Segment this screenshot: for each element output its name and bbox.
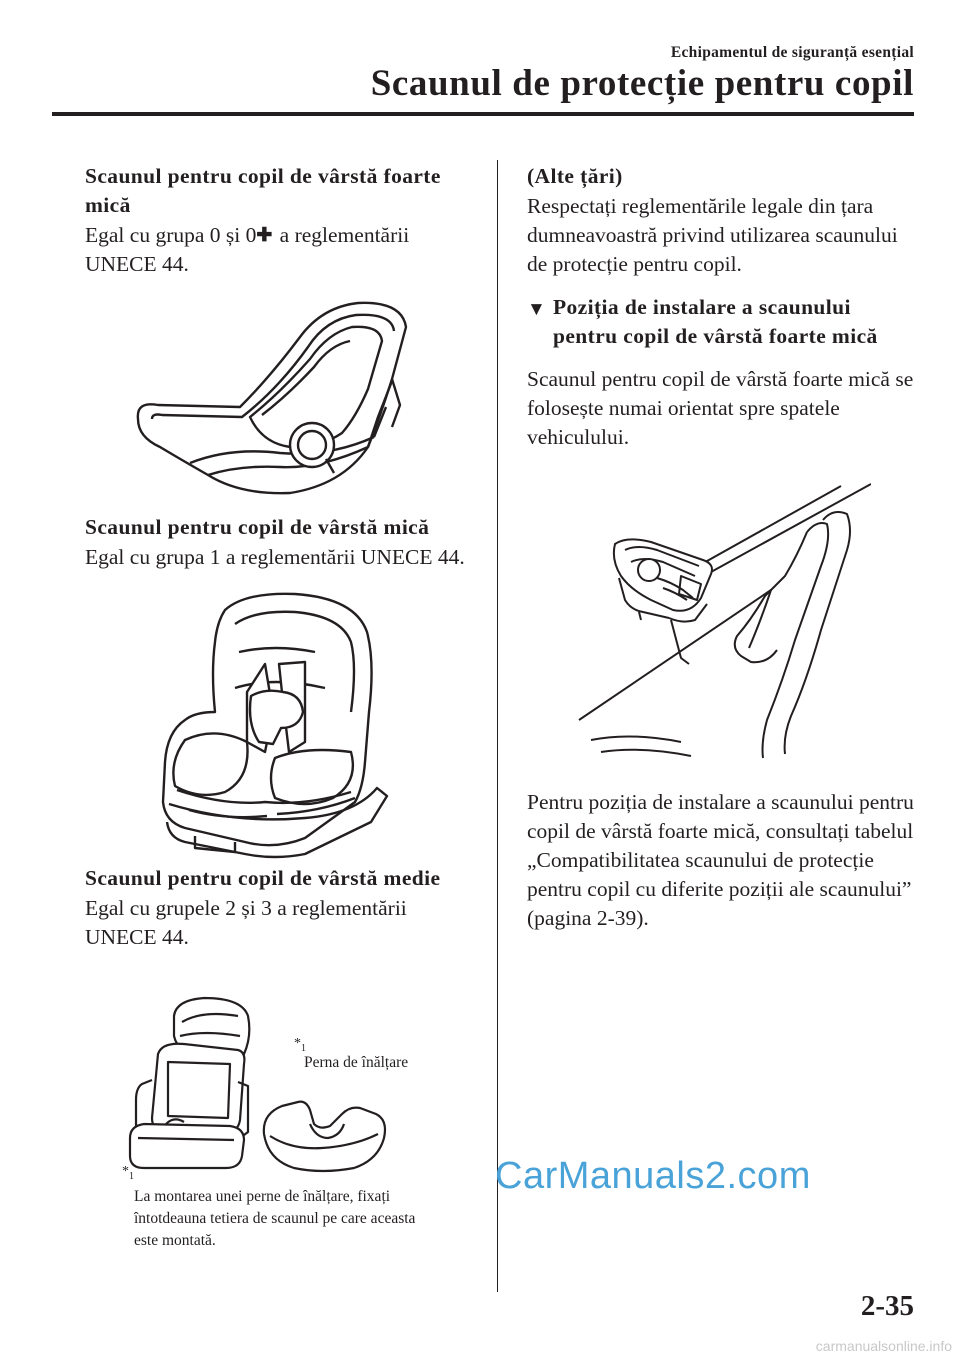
page-title: Scaunul de protecție pentru copil	[370, 63, 914, 104]
right-column	[527, 162, 917, 933]
infant-body-part2: a reglementării UNECE 44.	[85, 223, 410, 276]
other-countries-heading: (Alte țări)	[527, 164, 623, 188]
booster-cushion-illustration	[258, 1084, 388, 1174]
header-rule	[52, 112, 914, 116]
child-seat-heading: Scaunul pentru copil de vârstă mică	[85, 515, 430, 539]
child-seat-illustration	[155, 592, 395, 860]
infant-seat-description	[85, 221, 465, 279]
compatibility-reference-text: Pentru poziția de instalare a scaunului pentru copil de vârstă foarte mică, consultați tabelul „Compatibilitatea scaunului de protecție pentru copil cu diferite poziții ale scaunului” (pagina 2-39).	[527, 790, 914, 930]
plus-icon: ✚	[256, 225, 273, 246]
child-seat-description: Egal cu grupa 1 a reglementării UNECE 44.	[85, 545, 465, 569]
rear-facing-installation-illustration	[571, 480, 871, 770]
booster-cushion-label: Perna de înălțare	[304, 1054, 409, 1071]
junior-seat-description: Egal cu grupele 2 și 3 a reglementării UNECE 44.	[85, 896, 407, 949]
header-section-label: Echipamentul de siguranță esențial	[670, 44, 914, 61]
installation-position-heading	[527, 293, 917, 351]
other-countries-text: Respectați reglementările legale din țara dumneavoastră privind utilizarea scaunului de protecție pentru copil.	[527, 194, 898, 276]
junior-seat-heading: Scaunul pentru copil de vârstă medie	[85, 866, 441, 890]
junior-seat-illustration	[122, 992, 252, 1172]
footer-site-label: carmanualsonline.info	[815, 1338, 952, 1354]
booster-footnote-text: La montarea unei perne de înălțare, fixați întotdeauna tetiera de scaunul pe care aceasta este montată.	[134, 1188, 416, 1249]
triangle-down-icon: ▼	[527, 299, 546, 320]
infant-seat-heading: Scaunul pentru copil de vârstă foarte mică	[85, 164, 441, 217]
installation-position-title: Poziția de instalare a scaunului pentru copil de vârstă foarte mică	[553, 295, 878, 348]
infant-body-part1: Egal cu grupa 0 și 0	[85, 223, 257, 247]
footnote-marker: $*_1$	[122, 1164, 134, 1182]
infant-seat-illustration	[130, 297, 420, 507]
left-column	[85, 162, 465, 952]
booster-footnote-marker: $*_1$	[294, 1036, 306, 1054]
watermark-logo: CarManuals2.com	[495, 1155, 811, 1197]
rear-facing-text: Scaunul pentru copil de vârstă foarte mică se folosește numai orientat spre spatele vehiculului.	[527, 367, 914, 449]
page-number: 2-35	[860, 1290, 914, 1322]
column-divider	[497, 160, 498, 1292]
